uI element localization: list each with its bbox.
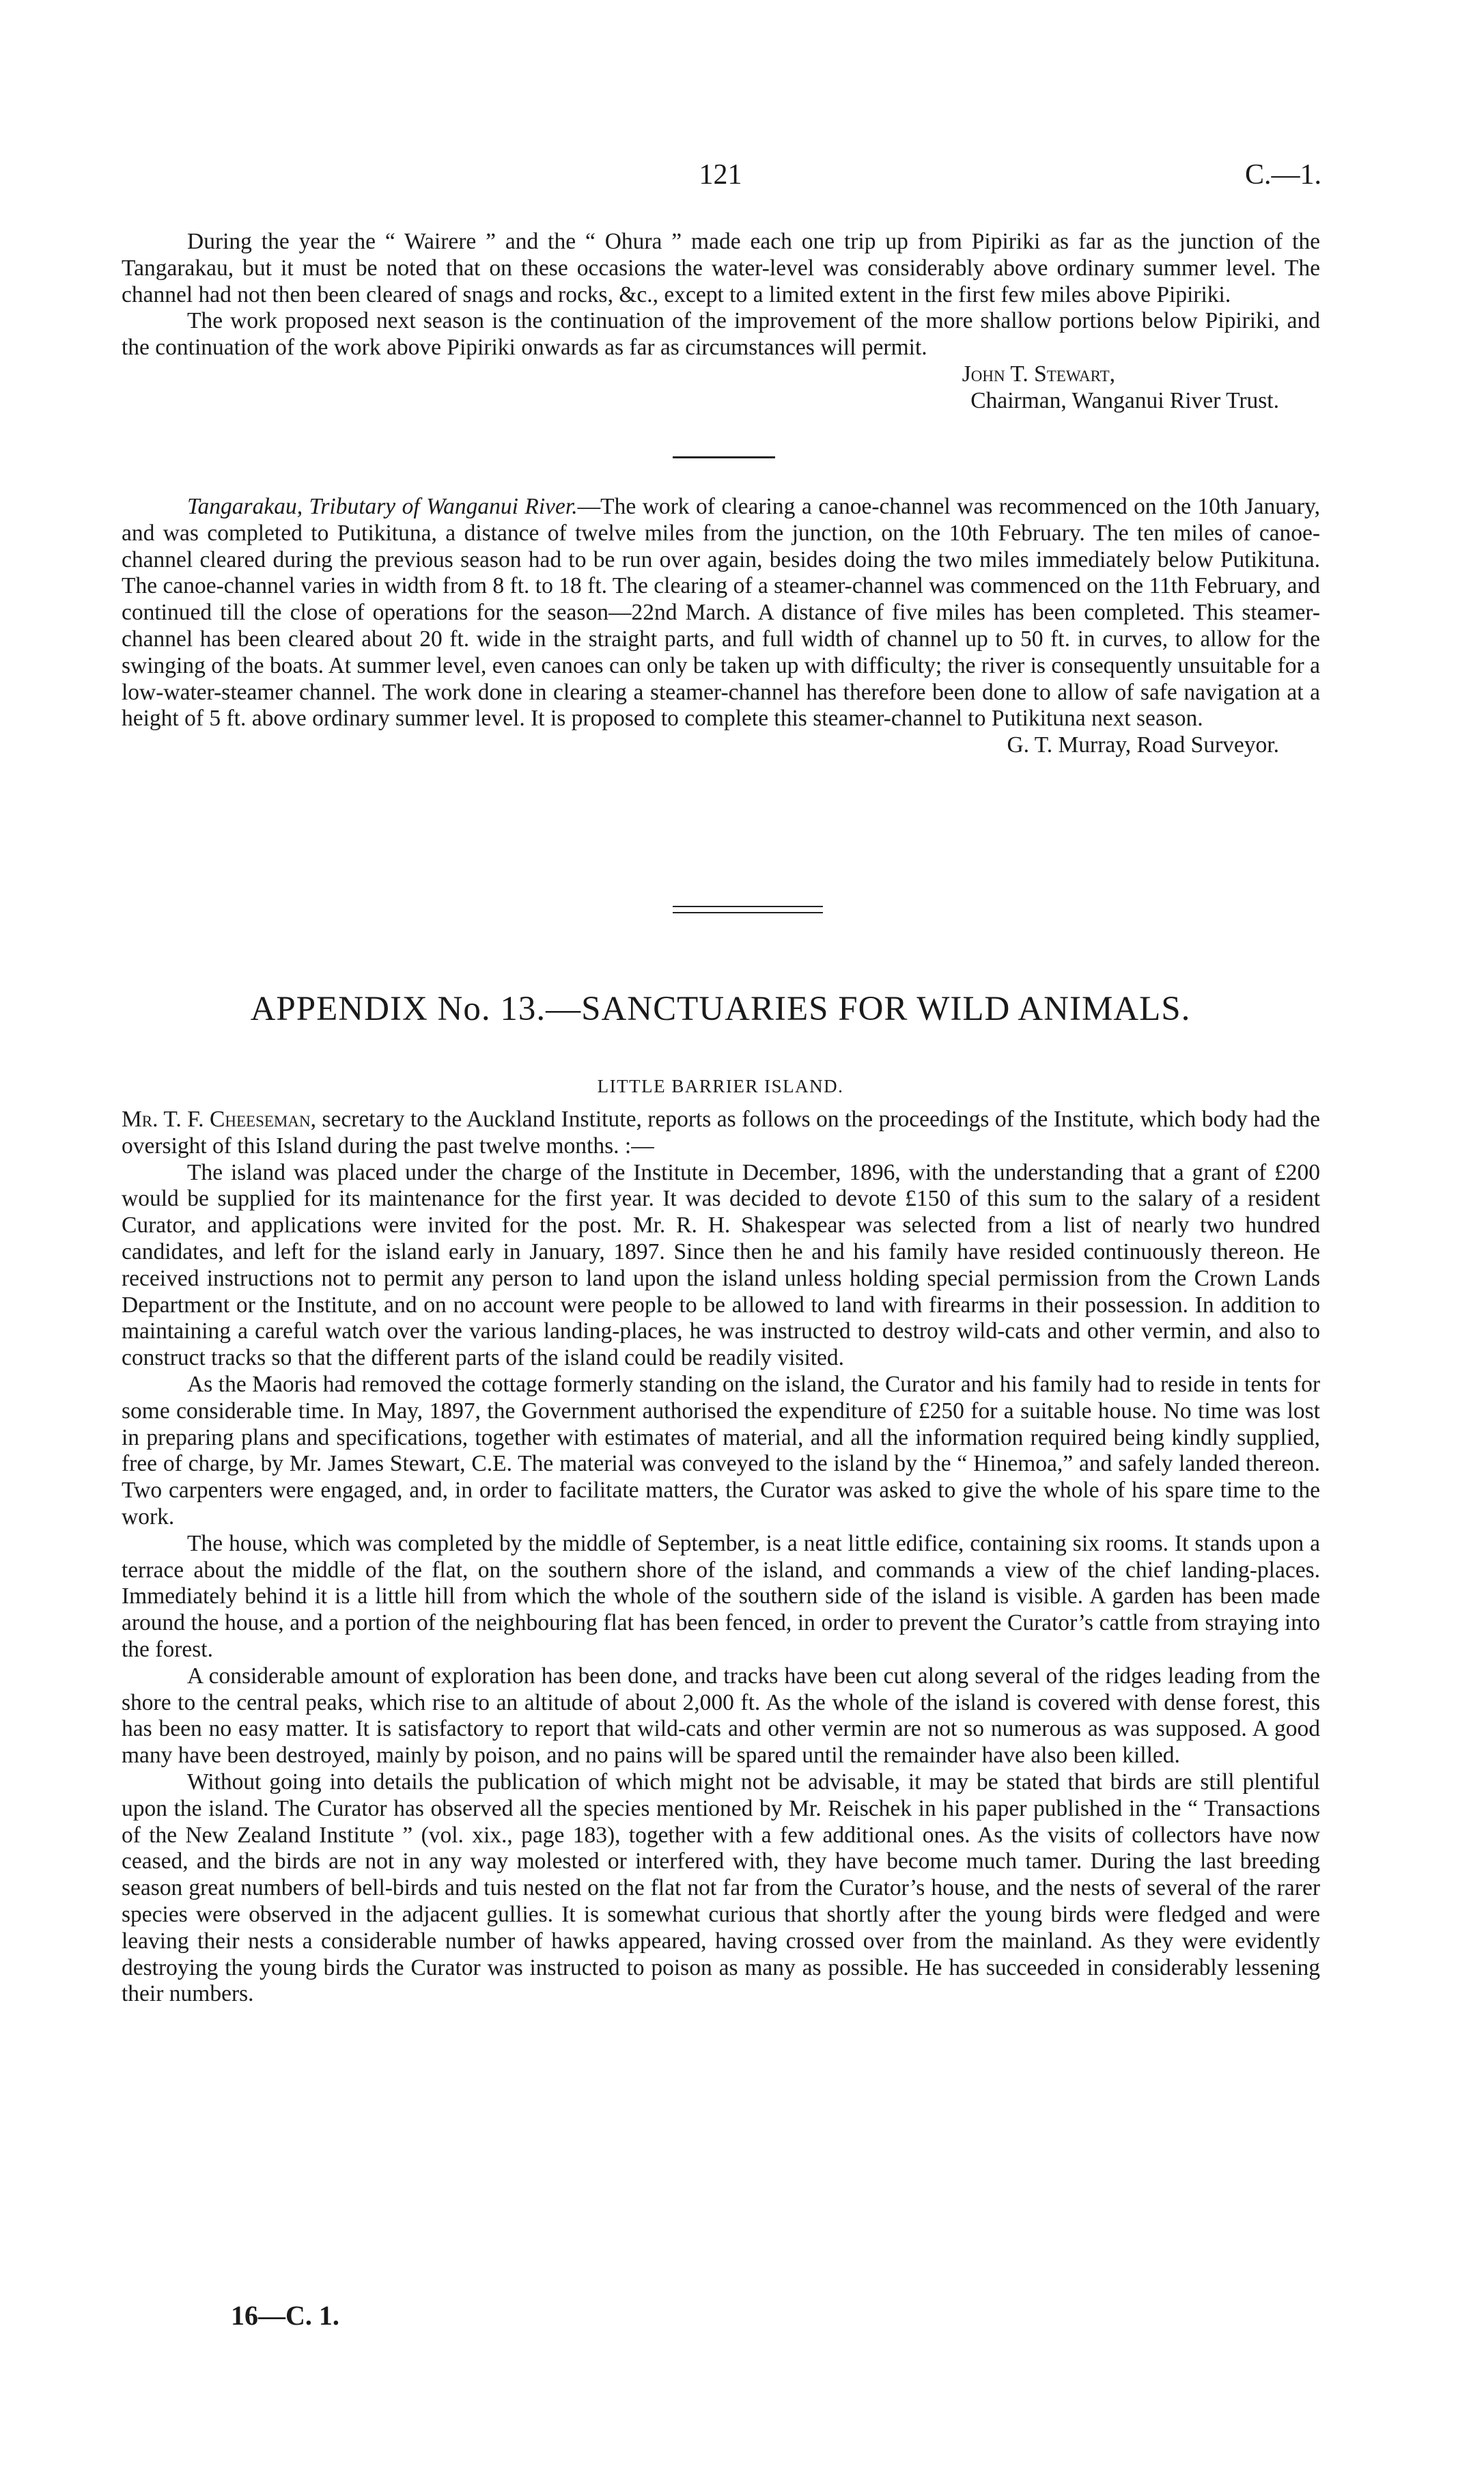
- appendix-paragraph: As the Maoris had removed the cottage formerly standing on the island, the Curator and his family had to reside in tents for some considerable time. In May, 1897, the Government authorised the expenditure of £250 for a suitable house. No time was lost in preparing plans and specifications, together with estimates of material, and all the information required being kindly supplied, free of charge, by Mr. James Stewart, C.E. The material was conveyed to the island by the “ Hinemoa,” and safely landed thereon. Two carpenters were engaged, and, in order to facilitate matters, the Curator was asked to give the whole of his spare time to the work.: [122, 1371, 1320, 1530]
- tangarakau-body: —The work of clearing a canoe-channel was recommenced on the 10th January, and was completed to Putikituna, a distance of twelve miles from the junction, on the 10th February. The ten miles of canoe-channel cleared during the previous season had to be run over again, besides doing the two miles immediately below Putikituna. The canoe-channel varies in width from 8 ft. to 18 ft. The clearing of a steamer-channel was commenced on the 11th February, and continued till the close of operations for the season—22nd March. A distance of five miles has been completed. This steamer-channel has been cleared about 20 ft. wide in the straight parts, and full width of channel up to 50 ft. in curves, to allow for the swinging of the boats. At summer level, even canoes can only be taken up with difficulty; the river is consequently unsuitable for a low-water-steamer channel. The work done in clearing a steamer-channel has therefore been done to allow of safe navigation at a height of 5 ft. above ordinary summer level. It is proposed to complete this steamer-channel to Putikituna next season.: [122, 494, 1320, 732]
- signature-reference: 16—C. 1.: [231, 2300, 339, 2331]
- appendix-body: [122, 1107, 1320, 2008]
- appendix-intro: [122, 1107, 1320, 1160]
- section-divider: [673, 456, 775, 458]
- appendix-paragraph: The island was placed under the charge of the Institute in December, 1896, with the understanding that a grant of £200 would be supplied for its maintenance for the first year. It was decided to devote £150 of this sum to the salary of a resident Curator, and applications were invited for the post. Mr. R. H. Shakespear was selected from a list of nearly two hundred candidates, and left for the island early in January, 1897. Since then he and his family have resided continuously thereon. He received instructions not to permit any person to land upon the island unless holding special permission from the Crown Lands Department or the Institute, and on no account were people to be allowed to land with firearms in their possession. In addition to maintaining a careful watch over the various landing-places, he was instructed to destroy wild-cats and other vermin, and also to construct tracks so that the different parts of the island could be readily visited.: [122, 1159, 1320, 1371]
- wanganui-report: [122, 229, 1320, 415]
- appendix-paragraph: Without going into details the publication of which might not be advisable, it may be stated that birds are still plentiful upon the island. The Curator has observed all the species mentioned by Mr. Reischek in his paper published in the “ Transactions of the New Zealand Institute ” (vol. xix., page 183), together with a few additional ones. As the visits of collectors have now ceased, and the birds are not in any way molested or interfered with, they have become much tamer. During the last breeding season great numbers of bell-birds and tuis nested on the flat not far from the Curator’s house, and the nests of several of the rarer species were observed in the adjacent gullies. It is somewhat curious that shortly after the young birds were fledged and were leaving their nests a considerable number of hawks appeared, having crossed over from the mainland. As they were evidently destroying the young birds the Curator was instructed to poison as many as possible. He has succeeded in considerably lessening their numbers.: [122, 1769, 1320, 2007]
- appendix-paragraph: A considerable amount of exploration has been done, and tracks have been cut along several of the ridges leading from the shore to the central peaks, which rise to an altitude of about 2,000 ft. As the whole of the island is covered with dense forest, this has been no easy matter. It is satisfactory to report that wild-cats and other vermin are not so numerous as was supposed. A good many have been destroyed, mainly by poison, and no pains will be spared until the remainder have also been killed.: [122, 1663, 1320, 1769]
- appendix-divider: [673, 906, 823, 913]
- signatory-title: Chairman, Wanganui River Trust.: [970, 387, 1279, 413]
- signatory-name: John T. Stewart,: [962, 361, 1115, 387]
- wanganui-paragraph: The work proposed next season is the continuation of the improvement of the more shallow portions below Pipiriki, and the continuation of the work above Pipiriki onwards as far as circumstances will permit.: [122, 308, 1320, 361]
- page-header: [120, 158, 1321, 199]
- tangarakau-heading: Tangarakau, Tributary of Wanganui River.: [187, 494, 578, 519]
- section-title: LITTLE BARRIER ISLAND.: [597, 1076, 844, 1096]
- page-number: 121: [699, 159, 742, 191]
- wanganui-paragraph: During the year the “ Wairere ” and the “ Ohura ” made each one trip up from Pipiriki as far as the junction of the Tangarakau, but it must be noted that on these occasions the water-level was considerably above ordinary summer level. The channel had not then been cleared of snags and rocks, &c., except to a limited extent in the first few miles above Pipiriki.: [122, 229, 1320, 307]
- appendix-paragraph: The house, which was completed by the middle of September, is a neat little edifice, containing six rooms. It stands upon a terrace about the middle of the flat, on the southern shore of the island, and commands a view of the chief landing-places. Immediately behind it is a little hill from which the whole of the southern side of the island is visible. A garden has been made around the house, and a portion of the neighbouring flat has been fenced, in order to prevent the Curator’s cattle from straying into the forest.: [122, 1530, 1320, 1662]
- tangarakau-signatory: G. T. Murray, Road Surveyor.: [1007, 732, 1279, 758]
- intro-text: secretary to the Auckland Institute, reports as follows on the proceedings of the Institute, which body had the oversight of this Island during the past twelve months. :—: [122, 1107, 1320, 1159]
- intro-name: Mr. T. F. Cheeseman,: [122, 1107, 316, 1132]
- appendix-title: APPENDIX No. 13.—SANCTUARIES FOR WILD ANIMALS.: [250, 990, 1191, 1028]
- document-reference: C.—1.: [1244, 159, 1321, 191]
- tangarakau-report: [122, 494, 1320, 759]
- tangarakau-paragraph: [122, 494, 1320, 732]
